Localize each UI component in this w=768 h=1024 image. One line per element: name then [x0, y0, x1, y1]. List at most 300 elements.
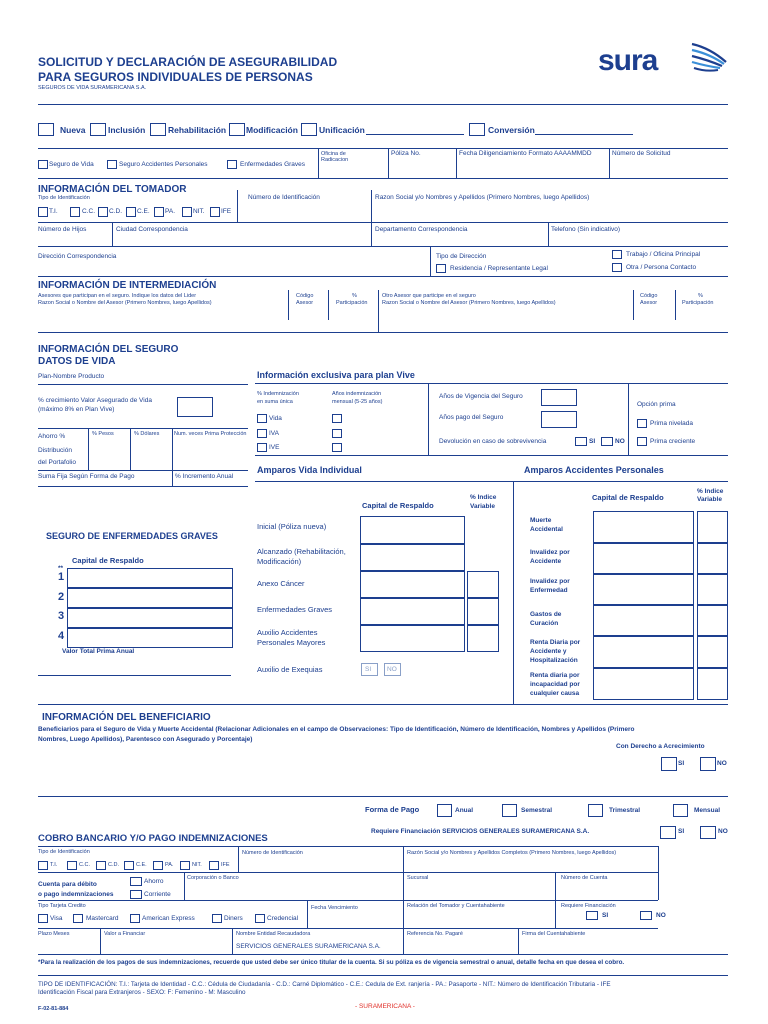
participacion-label-2: Participación [682, 300, 714, 306]
renta2-indice-input[interactable] [697, 668, 728, 700]
row-divider [38, 428, 248, 429]
inval-acc-capital-input[interactable] [593, 543, 694, 574]
col-divider [675, 290, 676, 320]
beneficiario-desc-2: Nombres, Luego Apellidos), Parentesco con Asegurado y Porcentaje) [38, 736, 253, 743]
vida-indice-header-1: % Indice [470, 494, 497, 501]
unificacion-checkbox[interactable] [301, 123, 317, 136]
seguro-section-title: INFORMACIÓN DEL SEGURO [38, 344, 179, 355]
tomador-pa-checkbox[interactable] [154, 207, 164, 217]
nueva-label: Nueva [60, 125, 86, 135]
amparos-vida-title: Amparos Vida Individual [257, 465, 362, 475]
financiacion-no-checkbox[interactable] [700, 826, 716, 839]
incremento-label: % Incremento Anual [175, 473, 234, 480]
cobro-nit-checkbox[interactable] [180, 861, 190, 870]
graves-capital-input[interactable] [360, 598, 465, 625]
exequias-label: Auxilio de Exequias [257, 665, 323, 674]
tomador-razon-label: Razon Social y/o Nombres y Apellidos (Primero Nombres, luego Apellidos) [375, 194, 590, 201]
modificacion-checkbox[interactable] [229, 123, 245, 136]
sura-logo [598, 40, 728, 82]
prima-nivelada-checkbox[interactable] [637, 419, 647, 428]
inval-acc-label-2: Accidente [530, 558, 562, 565]
cobro-cd-label: C.D. [108, 862, 119, 868]
tomador-tipo-id-label: Tipo de Identificación [38, 195, 90, 201]
row-divider [38, 872, 658, 873]
col-divider [328, 290, 329, 320]
col-divider [112, 222, 113, 246]
graves-stars: ** [58, 565, 64, 572]
row-divider [38, 796, 728, 797]
cancer-capital-input[interactable] [360, 571, 465, 598]
inval-enf-label-1: Invalidez por [530, 578, 570, 585]
col-divider [371, 222, 372, 246]
iva-anios-checkbox[interactable] [332, 429, 342, 438]
row-divider [38, 332, 728, 333]
cuenta-label-1: Cuenta para débito [38, 881, 97, 888]
ahorro-label: Ahorro % [38, 433, 66, 440]
prima-creciente-label: Prima creciente [650, 438, 696, 445]
graves-capital-input-2[interactable] [67, 588, 233, 608]
graves-row-3-number: 3 [58, 610, 65, 622]
gastos-indice-input[interactable] [697, 605, 728, 636]
plazo-label: Plazo Meses [38, 931, 70, 937]
row-divider [38, 975, 728, 976]
inicial-capital-input[interactable] [360, 516, 465, 544]
mastercard-checkbox[interactable] [73, 914, 83, 923]
renta2-label-2: incapacidad por [530, 681, 580, 688]
relacion-label: Relación del Tomador y Cuentahabiente [407, 903, 505, 909]
req-fin-label: Requiere Financiación [561, 903, 616, 909]
num-cuenta-label: Número de Cuenta [561, 875, 608, 881]
inclusion-checkbox[interactable] [90, 123, 106, 136]
cobro-num-id-label: Número de Identificación [242, 850, 303, 856]
referencia-label: Referencia No. Pagaré [407, 931, 463, 937]
col-divider [628, 383, 629, 455]
rehabilitacion-label: Rehabilitación [168, 125, 227, 135]
inval-enf-label-2: Enfermedad [530, 587, 568, 594]
codigo-label: Código [296, 293, 314, 299]
amex-checkbox[interactable] [130, 914, 140, 923]
graves-capital-input-4[interactable] [67, 628, 233, 648]
cobro-tipo-id-label: Tipo de Identificación [38, 849, 90, 855]
ive-anios-checkbox[interactable] [332, 443, 342, 452]
req-fin-si-checkbox[interactable] [586, 911, 598, 920]
cuenta-corriente-label: Corriente [144, 891, 171, 898]
valor-financiar-label: Valor a Financiar [104, 931, 146, 937]
cuenta-corriente-checkbox[interactable] [130, 890, 142, 899]
trabajo-checkbox[interactable] [612, 250, 622, 259]
acrecimiento-no-label: NO [717, 760, 727, 767]
cobro-ti-label: T.I. [50, 862, 58, 868]
ive-checkbox[interactable] [257, 443, 267, 452]
col-divider [456, 148, 457, 178]
cobro-razon-label: Razón Social y/o Nombres y Apellidos Completos (Primero Nombres, luego Apellidos) [407, 850, 617, 856]
col-divider [371, 190, 372, 222]
form-subtitle: SEGUROS DE VIDA SURAMERICANA S.A. [38, 85, 147, 91]
col-divider [555, 900, 556, 928]
acrecimiento-si-checkbox[interactable] [661, 757, 677, 771]
row-divider [38, 470, 248, 471]
muerte-label-2: Accidental [530, 526, 563, 533]
alcanzado-label-1: Alcanzado (Rehabilitación, [257, 547, 346, 556]
cobro-nit-label: NIT. [192, 862, 202, 868]
graves-capital-input-1[interactable] [67, 568, 233, 588]
form-title-line1: SOLICITUD Y DECLARACIÓN DE ASEGURABILIDAD [38, 55, 338, 69]
iva-label: IVA [269, 430, 279, 437]
col-divider [428, 383, 429, 455]
tomador-ife-checkbox[interactable] [210, 207, 220, 217]
unificacion-line[interactable] [366, 134, 464, 135]
pago-anios-label: Años pago del Seguro [439, 414, 504, 421]
col-divider [609, 148, 610, 178]
credencial-label: Credencial [267, 915, 299, 922]
tomador-cd-label: C.D. [109, 208, 122, 215]
tomador-ti-label: T.I. [49, 208, 58, 215]
portafolio-label: del Portafolio [38, 459, 76, 466]
residencia-label: Residencia / Representante Legal [450, 265, 548, 272]
modificacion-label: Modificación [246, 125, 298, 135]
solicitud-label: Número de Solicitud [612, 150, 671, 157]
col-divider [403, 846, 404, 872]
col-divider [388, 148, 389, 178]
col-divider [130, 428, 131, 470]
pago-mensual-label: Mensual [694, 807, 721, 814]
col-divider [378, 290, 379, 332]
alcanzado-capital-input[interactable] [360, 544, 465, 571]
renta2-label-3: cualquier causa [530, 690, 580, 697]
id-legend-2: Identificación Fiscal para Extranjeros - SEXO: F: Femenino - M: Masculino [38, 989, 246, 996]
cancer-label: Anexo Cáncer [257, 579, 305, 588]
tomador-pa-label: PA. [165, 208, 175, 215]
cobro-cc-checkbox[interactable] [67, 861, 77, 870]
mastercard-label: Mastercard [86, 915, 119, 922]
seguro-vida-label: Seguro de Vida [49, 161, 94, 168]
col-divider [518, 928, 519, 954]
col-divider [633, 290, 634, 320]
gastos-capital-input[interactable] [593, 605, 694, 636]
renta1-label-1: Renta Diaria por [530, 639, 581, 646]
tomador-ciudad-label: Ciudad Correspondencia [116, 226, 188, 233]
muerte-indice-input[interactable] [697, 511, 728, 543]
acc-capital-header: Capital de Respaldo [592, 493, 664, 502]
col-divider [232, 928, 233, 954]
renta2-label-1: Renta diaria por [530, 672, 580, 679]
graves-capital-input-3[interactable] [67, 608, 233, 628]
footer-brand: - SURAMERICANA - [355, 1003, 415, 1010]
cobro-ife-label: IFE [221, 862, 230, 868]
unificacion-label: Unificación [319, 125, 365, 135]
pago-mensual-checkbox[interactable] [673, 804, 688, 817]
entidad-value: SERVICIOS GENERALES SURAMERICANA S.A. [236, 943, 381, 950]
nueva-checkbox[interactable] [38, 123, 54, 136]
payment-note: *Para la realización de los pagos de sus indemnizaciones, recuerde que usted debe ser único titular de la cuenta. Si su póliza es de vigencia semestral o anual, detalle fecha en que desea el cobro. [38, 959, 625, 966]
cobro-cc-label: C.C. [79, 862, 90, 868]
sura-wing-icon [690, 40, 730, 80]
auxilio-indice-input[interactable] [467, 625, 499, 652]
inclusion-label: Inclusión [108, 125, 146, 135]
enfermedades-checkbox[interactable] [227, 160, 237, 169]
cobro-ce-checkbox[interactable] [124, 861, 134, 870]
cuenta-ahorro-checkbox[interactable] [130, 877, 142, 886]
gastos-label-2: Curación [530, 620, 559, 627]
renta1-label-3: Hospitalización [530, 657, 578, 664]
id-legend-1: TIPO DE IDENTIFICACIÓN: T.I.: Tarjeta de Identidad - C.C.: Cédula de Ciudadanía - C.D.: Carné Diplomático - C.E.: Cedula de Ext. ranjería - PA.: Pasaporte - NIT.: Número de Identificación Tributaria - IFE [38, 981, 611, 988]
inval-enf-capital-input[interactable] [593, 574, 694, 605]
codigo-label-2: Código [640, 293, 658, 299]
cobro-section-title: COBRO BANCARIO Y/O PAGO INDEMNIZACIONES [38, 833, 268, 844]
derecho-acrecimiento-label: Con Derecho a Acrecimiento [616, 743, 705, 750]
renta1-capital-input[interactable] [593, 636, 694, 668]
auxilio-capital-input[interactable] [360, 625, 465, 652]
renta1-label-2: Accidente y [530, 648, 567, 655]
opcion-prima-label: Opción prima [637, 401, 676, 408]
conversion-checkbox[interactable] [469, 123, 485, 136]
tomador-num-id-label: Número de Identificación [248, 194, 320, 201]
poliza-label: Póliza No. [391, 150, 421, 157]
otro-asesor-label-2: Razon Social o Nombre del Asesor (Primero Nombres, luego Apellidos) [382, 300, 556, 306]
financiacion-label: Requiere Financiación SERVICIOS GENERALES SURAMERICANA S.A. [371, 828, 590, 835]
sura-logo-text: sura [598, 44, 658, 77]
row-divider [38, 276, 728, 277]
col-divider [100, 928, 101, 954]
num-veces-label: Num. veces Prima Protección [174, 431, 247, 437]
row-divider [38, 704, 728, 705]
forma-pago-label: Forma de Pago [365, 805, 420, 814]
pct-label: % [352, 293, 357, 299]
graves-indice-input[interactable] [467, 598, 499, 625]
row-divider [38, 148, 728, 149]
vigencia-input[interactable] [541, 389, 577, 406]
cobro-ti-checkbox[interactable] [38, 861, 48, 870]
graves-row-4-number: 4 [58, 630, 65, 642]
crecimiento-input[interactable] [177, 397, 213, 417]
muerte-label-1: Muerte [530, 517, 552, 524]
exequias-si-label: SI [365, 666, 372, 673]
pago-semestral-checkbox[interactable] [502, 804, 517, 817]
seguro-accidentes-label: Seguro Accidentes Personales [119, 161, 208, 168]
beneficiario-section-title: INFORMACIÓN DEL BENEFICIARIO [42, 712, 211, 723]
otra-label: Otra / Persona Contacto [626, 264, 697, 271]
col-divider [548, 222, 549, 246]
cuenta-label-2: o pago indemnizaciones [38, 891, 114, 898]
anios-indem-label-2: mensual (5-25 años) [332, 399, 383, 405]
visa-checkbox[interactable] [38, 914, 48, 923]
col-divider [403, 872, 404, 900]
financiacion-no-label: NO [718, 828, 728, 835]
row-divider [38, 384, 248, 385]
conversion-line[interactable] [535, 134, 633, 135]
col-divider [88, 428, 89, 470]
inval-enf-indice-input[interactable] [697, 574, 728, 605]
req-fin-no-checkbox[interactable] [640, 911, 652, 920]
row-divider [38, 222, 728, 223]
inicial-label: Inicial (Póliza nueva) [257, 522, 327, 531]
row-divider [38, 846, 658, 847]
auxilio-label-1: Auxilio Accidentes [257, 628, 318, 637]
seguro-accidentes-checkbox[interactable] [107, 160, 117, 169]
pago-trimestral-label: Trimestral [609, 807, 641, 814]
renta2-capital-input[interactable] [593, 668, 694, 700]
exequias-no-checkbox[interactable] [384, 663, 401, 676]
vencimiento-label: Fecha Vencimiento [311, 905, 358, 911]
tomador-ce-checkbox[interactable] [126, 207, 136, 217]
enfermedades-label: Enfermedades Graves [240, 161, 306, 168]
crecimiento-label-1: % crecimiento Valor Asegurado de Vida [38, 397, 152, 404]
tomador-nit-label: NIT. [193, 208, 205, 215]
pct-label-2: % [698, 293, 703, 299]
visa-label: Visa [50, 915, 63, 922]
cancer-indice-input[interactable] [467, 571, 499, 598]
cobro-pa-label: PA. [165, 862, 174, 868]
ive-label: IVE [269, 444, 280, 451]
tomador-ife-label: IFE [221, 208, 232, 215]
header-divider [38, 104, 728, 105]
inval-acc-indice-input[interactable] [697, 543, 728, 574]
graves-total-label: Valor Total Prima Anual [62, 648, 135, 655]
acrecimiento-si-label: SI [678, 760, 685, 767]
col-divider [658, 872, 659, 900]
cobro-ce-label: C.E. [136, 862, 147, 868]
graves-amparo-label: Enfermedades Graves [257, 605, 333, 614]
crecimiento-label-2: (máximo 8% en Plan Vive) [38, 406, 115, 413]
form-code: F-02-81-884 [38, 1006, 69, 1012]
devolucion-si-checkbox[interactable] [575, 437, 587, 446]
muerte-capital-input[interactable] [593, 511, 694, 543]
row-divider [255, 455, 728, 456]
row-divider [255, 481, 513, 482]
acc-indice-header-1: % Indice [697, 488, 724, 495]
cobro-ife-checkbox[interactable] [209, 861, 219, 870]
otra-checkbox[interactable] [612, 263, 622, 272]
row-divider [38, 675, 231, 676]
col-divider [184, 872, 185, 900]
corporacion-label: Corporación o Banco [187, 875, 239, 881]
col-divider [318, 148, 319, 178]
asesor-label: Asesor [296, 300, 314, 306]
pago-anual-label: Anual [455, 807, 474, 814]
tomador-cd-checkbox[interactable] [98, 207, 108, 217]
row-divider [38, 486, 248, 487]
col-divider [658, 846, 659, 872]
col-divider [307, 900, 308, 928]
rehabilitacion-checkbox[interactable] [150, 123, 166, 136]
vida-label: Vida [269, 415, 282, 422]
col-divider [403, 900, 404, 928]
row-divider [513, 481, 728, 482]
iva-checkbox[interactable] [257, 429, 267, 438]
vigencia-label: Años de Vigencia del Seguro [439, 393, 523, 400]
pago-trimestral-checkbox[interactable] [588, 804, 603, 817]
vida-anios-checkbox[interactable] [332, 414, 342, 423]
vida-indice-header-2: Variable [470, 503, 495, 510]
prima-nivelada-label: Prima nivelada [650, 420, 693, 427]
conversion-label: Conversión [488, 125, 535, 135]
col-divider [513, 481, 514, 704]
asesores-label-1: Asesores que participan en el seguro. Indique los datos del Lider [38, 293, 197, 299]
tomador-ce-label: C.E. [137, 208, 150, 215]
vive-title: Información exclusiva para plan Vive [257, 370, 415, 380]
row-divider [38, 928, 658, 929]
datos-vida-title: DATOS DE VIDA [38, 356, 116, 367]
dolares-label: % Dólares [134, 431, 160, 437]
pago-anual-checkbox[interactable] [437, 804, 452, 817]
acc-indice-header-2: Variable [697, 496, 722, 503]
pago-anios-input[interactable] [541, 411, 577, 428]
renta1-indice-input[interactable] [697, 636, 728, 668]
col-divider [172, 470, 173, 486]
seguro-vida-checkbox[interactable] [38, 160, 48, 169]
col-divider [238, 846, 239, 872]
asesor-label-2: Asesor [640, 300, 658, 306]
exequias-no-label: NO [387, 666, 397, 673]
col-divider [288, 290, 289, 320]
diners-checkbox[interactable] [212, 914, 222, 923]
pesos-label: % Pesos [92, 431, 114, 437]
graves-capital-header: Capital de Respaldo [72, 556, 144, 565]
cobro-pa-checkbox[interactable] [153, 861, 163, 870]
indemnizacion-label-2: en suma única [257, 399, 293, 405]
beneficiario-desc-1: Beneficiarios para el Seguro de Vida y Muerte Accidental (Relacionar Adicionales en el campo de Observaciones: Tipo de Identificación, Número de Identificación, Nombres y Apellidos (Primero [38, 726, 635, 733]
col-divider [430, 246, 431, 276]
tomador-cc-label: C.C. [82, 208, 95, 215]
pago-semestral-label: Semestral [521, 807, 553, 814]
prima-creciente-checkbox[interactable] [637, 437, 647, 446]
devolucion-no-label: NO [615, 438, 625, 445]
otro-asesor-label-1: Otro Asesor que participe en el seguro [382, 293, 476, 299]
diners-label: Diners [224, 915, 243, 922]
exequias-si-checkbox[interactable] [361, 663, 378, 676]
intermediacion-section-title: INFORMACIÓN DE INTERMEDIACIÓN [38, 280, 217, 291]
trabajo-label: Trabajo / Oficina Principal [626, 251, 701, 258]
tomador-depto-label: Departamento Correspondencia [375, 226, 468, 233]
asesores-label-2: Razon Social o Nombre del Asesor (Primero Nombres, luego Apellidos) [38, 300, 212, 306]
tipo-tarjeta-label: Tipo Tarjeta Credito [38, 903, 86, 909]
residencia-checkbox[interactable] [436, 264, 446, 273]
row-divider [38, 246, 728, 247]
tomador-hijos-label: Número de Hijos [38, 226, 87, 233]
indemnizacion-label-1: % Indemnización [257, 391, 299, 397]
tomador-section-title: INFORMACIÓN DEL TOMADOR [38, 184, 187, 195]
amex-label: American Express [142, 915, 195, 922]
cobro-cd-checkbox[interactable] [96, 861, 106, 870]
tomador-direccion-label: Dirección Correspondencia [38, 253, 117, 260]
tomador-telefono-label: Telefono (Sin indicativo) [551, 226, 621, 233]
plan-label: Plan-Nombre Producto [38, 373, 105, 380]
row-divider [38, 178, 728, 179]
amparos-acc-title: Amparos Accidentes Personales [524, 465, 664, 475]
acrecimiento-no-checkbox[interactable] [700, 757, 716, 771]
tomador-ti-checkbox[interactable] [38, 207, 48, 217]
row-divider [38, 900, 658, 901]
req-fin-si-label: SI [602, 912, 609, 919]
anios-indem-label-1: Años indemnización [332, 391, 382, 397]
tomador-nit-checkbox[interactable] [182, 207, 192, 217]
firma-label: Firma del Cuentahabiente [522, 931, 586, 937]
col-divider [403, 928, 404, 954]
credencial-checkbox[interactable] [255, 914, 265, 923]
tomador-cc-checkbox[interactable] [70, 207, 80, 217]
devolucion-no-checkbox[interactable] [601, 437, 613, 446]
distribucion-label: Distribución [38, 447, 72, 454]
devolucion-si-label: SI [589, 438, 596, 445]
devolucion-label: Devolución en caso de sobrevivencia [439, 438, 547, 445]
financiacion-si-checkbox[interactable] [660, 826, 676, 839]
tomador-tipo-dir-label: Tipo de Dirección [436, 253, 487, 260]
graves-row-1-number: 1 [58, 571, 65, 583]
gastos-label-1: Gastos de [530, 611, 562, 618]
graves-section-title: SEGURO DE ENFERMEDADES GRAVES [46, 531, 218, 541]
vida-checkbox[interactable] [257, 414, 267, 423]
alcanzado-label-2: Modificación) [257, 557, 302, 566]
